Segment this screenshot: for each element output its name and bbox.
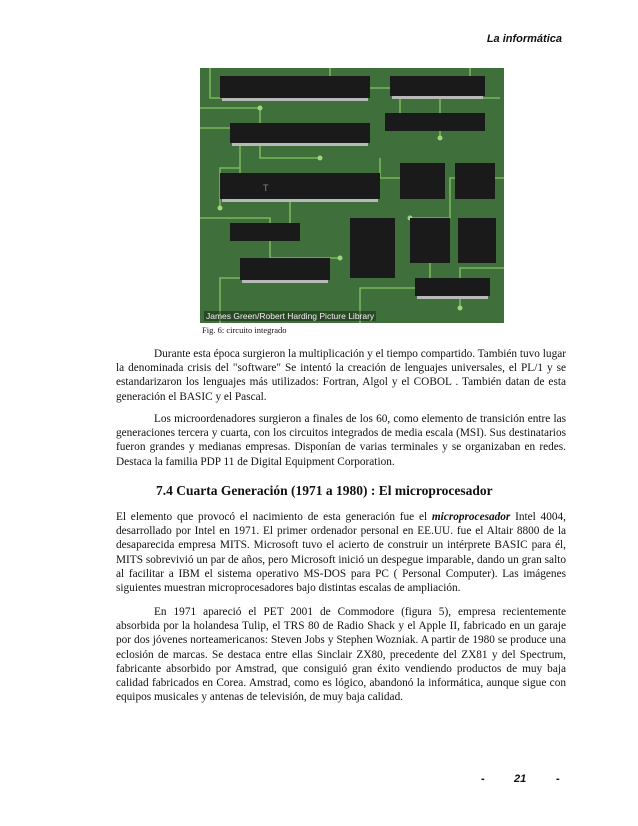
- paragraph-crisis-software: Durante esta época surgieron la multiplicación y el tiempo compartido. También tuvo lugar la denominada crisis del "software" Se intentó la creación de lenguajes universales, el PL/1 y se estandarizaron los lenguajes más utilizados: Fortran, Algol y el COBOL . También datan de esta generación el BASIC y el Pascal.: [116, 348, 566, 403]
- page-header-title: La informática: [486, 33, 562, 45]
- paragraph-microprocesador: [116, 510, 566, 595]
- chip-marking: T: [263, 183, 269, 193]
- paragraph-pet-2001: En 1971 apareció el PET 2001 de Commodore (figura 5), empresa recientemente absorbida por la holandesa Tulip, el TRS 80 de Radio Shack y el Apple II, fabricado en un garaje por dos jóvenes norteamericanos: Steven Jobs y Stephen Wozniak. A partir de 1980 se produce una eclosión de marcas. Se destaca entre ellas Sinclair ZX80, precedente del ZX81 y del Spectrum, fabricante absorbido por Amstrad, que consiguió gran éxito vendiendo productos de muy baja calidad fabricados en Corea. Amstrad, como es lógico, abandonó la informática, aunque sigue con equipos musicales y antenas de televisión, de muy baja calidad.: [116, 606, 566, 704]
- paragraph-microprocesador-intro: El elemento que provocó el nacimiento de esta generación fue el: [116, 511, 432, 523]
- paragraph-microprocesador-rest: Intel 4004, desarrollado por Intel en 1971. El primer ordenador personal en EE.UU. fue el Altair 8800 de la desaparecida empresa MITS. Microsoft tuvo el acierto de construir un intérprete BASIC para él, MITS sobrevivió un par de años, pero Microsoft inició un despegue imparable, dando un gran salto al facilitar a IBM el sistema operativo MS-DOS para PC ( Personal Computer). Las imágenes siguientes muestran microprocesadores bajo distintas escalas de ampliación.: [116, 511, 566, 595]
- paragraph-microordenadores: Los microordenadores surgieron a finales de los 60, como elemento de transición entre las generaciones tercera y cuarta, con los circuitos integrados de media escala (MSI). Sus destinatarios fueron grandes y medianas empresas. Disponían de varias terminales y se organizaban en redes. Destaca la familia PDP 11 de Digital Equipment Corporation.: [116, 413, 566, 468]
- footer-dash-left: -: [481, 773, 485, 785]
- page-number: 21: [514, 773, 527, 785]
- integrated-circuit-photo: [200, 68, 504, 323]
- footer-dash-right: -: [556, 773, 560, 785]
- photo-credit: James Green/Robert Harding Picture Library: [206, 311, 375, 321]
- figure-caption: Fig. 6: circuito integrado: [202, 325, 287, 335]
- emphasis-microprocesador: microprocesador: [431, 511, 511, 523]
- circuit-board-illustration: [200, 68, 504, 323]
- section-heading: 7.4 Cuarta Generación (1971 a 1980) : El microprocesador: [156, 483, 493, 498]
